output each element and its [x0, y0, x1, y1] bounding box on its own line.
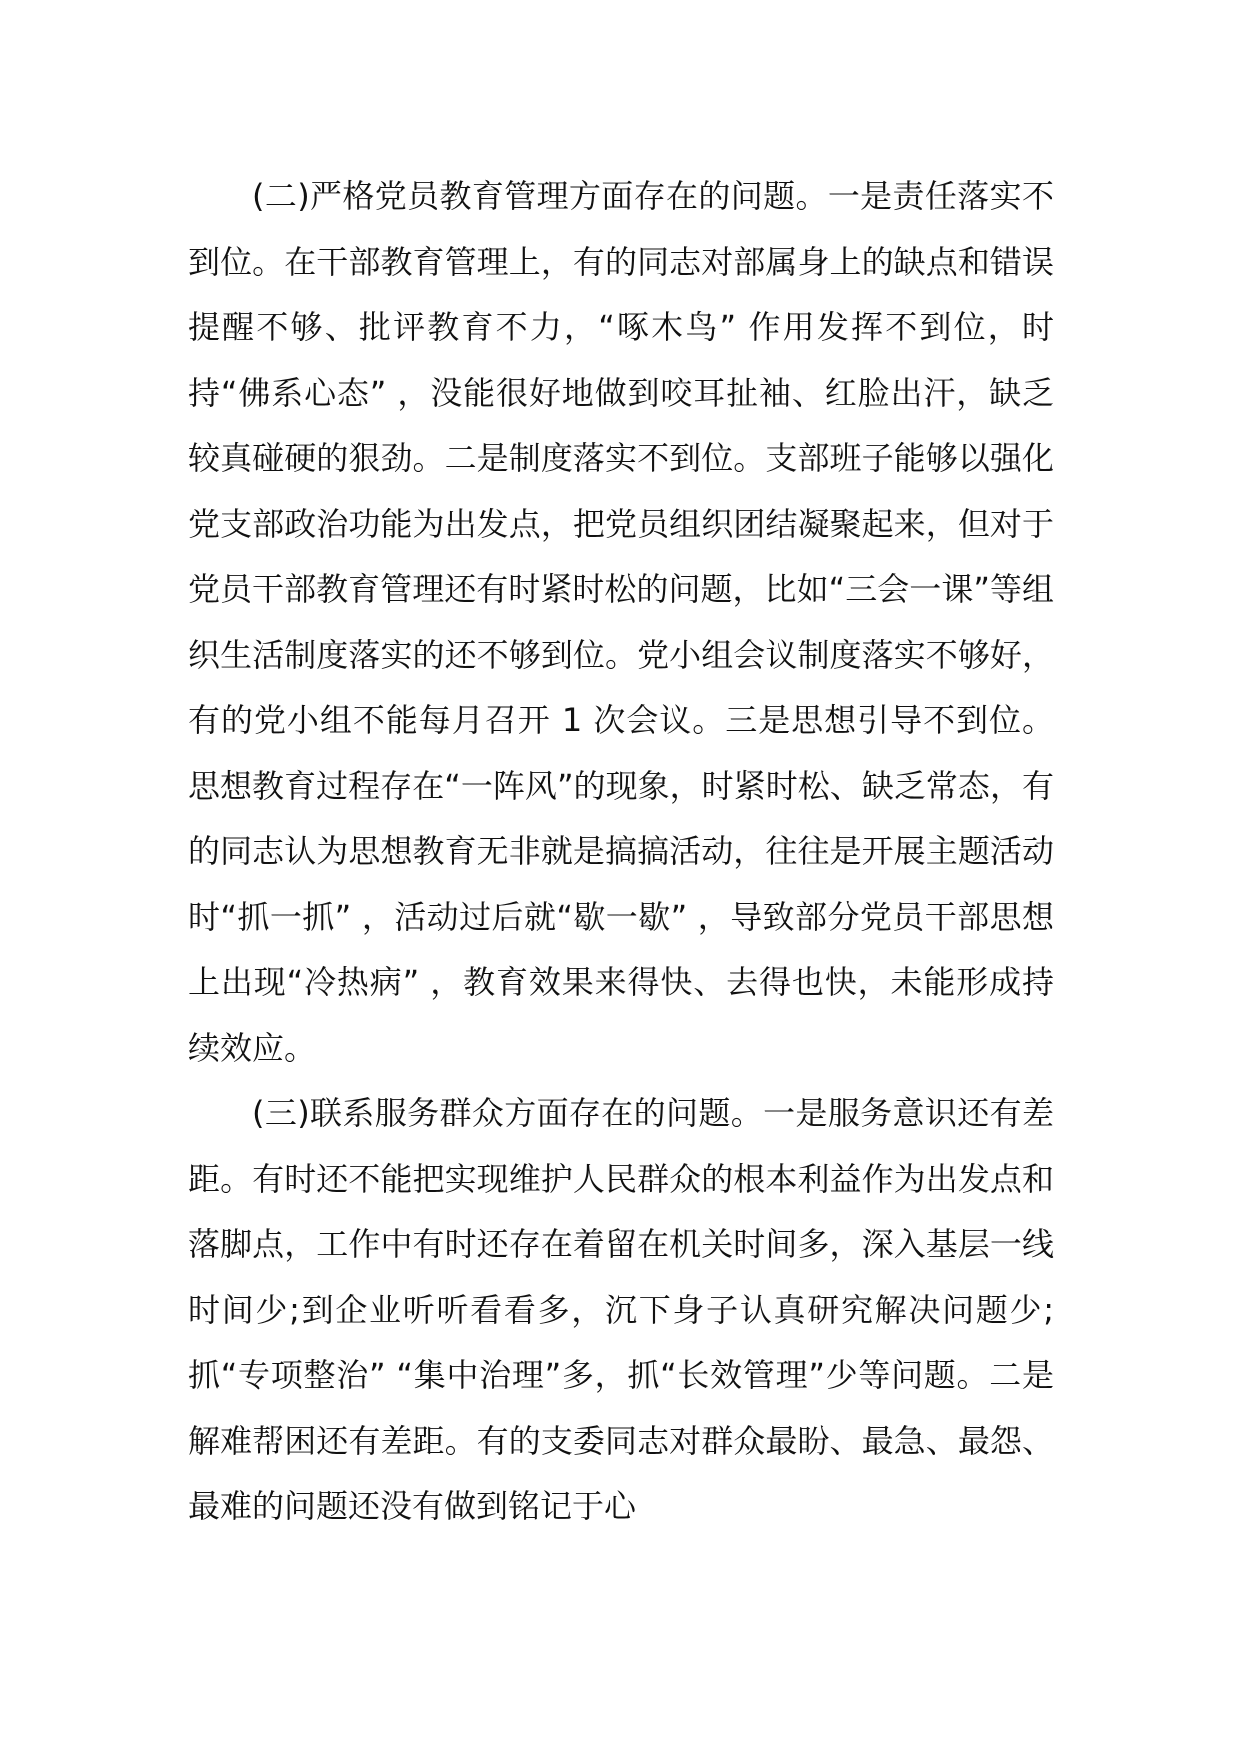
body-text [188, 164, 1054, 1540]
paragraph-serving-the-masses: (三)联系服务群众方面存在的问题。一是服务意识还有差距。有时还不能把实现维护人民群众的根本利益作为出发点和落脚点，工作中有时还存在着留在机关时间多，深入基层一线时间少;到企业听听看看多，沉下身子认真研究解决问题少;抓“专项整治” “集中治理”多，抓“长效管理”少等问题。二是解难帮困还有差距。有的支委同志对群众最盼、最急、最怨、最难的问题还没有做到铭记于心 [188, 1094, 1054, 1525]
paragraph-party-member-education: (二)严格党员教育管理方面存在的问题。一是责任落实不到位。在干部教育管理上，有的同志对部属身上的缺点和错误提醒不够、批评教育不力，“啄木鸟” 作用发挥不到位，时持“佛系心态” ，没能很好地做到咬耳扯袖、红脸出汗，缺乏较真碰硬的狠劲。二是制度落实不到位。支部班子能够以强化党支部政治功能为出发点，把党员组织团结凝聚起来，但对于党员干部教育管理还有时紧时松的问题，比如“三会一课”等组织生活制度落实的还不够到位。党小组会议制度落实不够好，有的党小组不能每月召开 1 次会议。三是思想引导不到位。思想教育过程存在“一阵风”的现象，时紧时松、缺乏常态，有的同志认为思想教育无非就是搞搞活动，往往是开展主题活动时“抓一抓” ，活动过后就“歇一歇” ，导致部分党员干部思想上出现“冷热病” ，教育效果来得快、去得也快，未能形成持续效应。 [188, 177, 1054, 1067]
